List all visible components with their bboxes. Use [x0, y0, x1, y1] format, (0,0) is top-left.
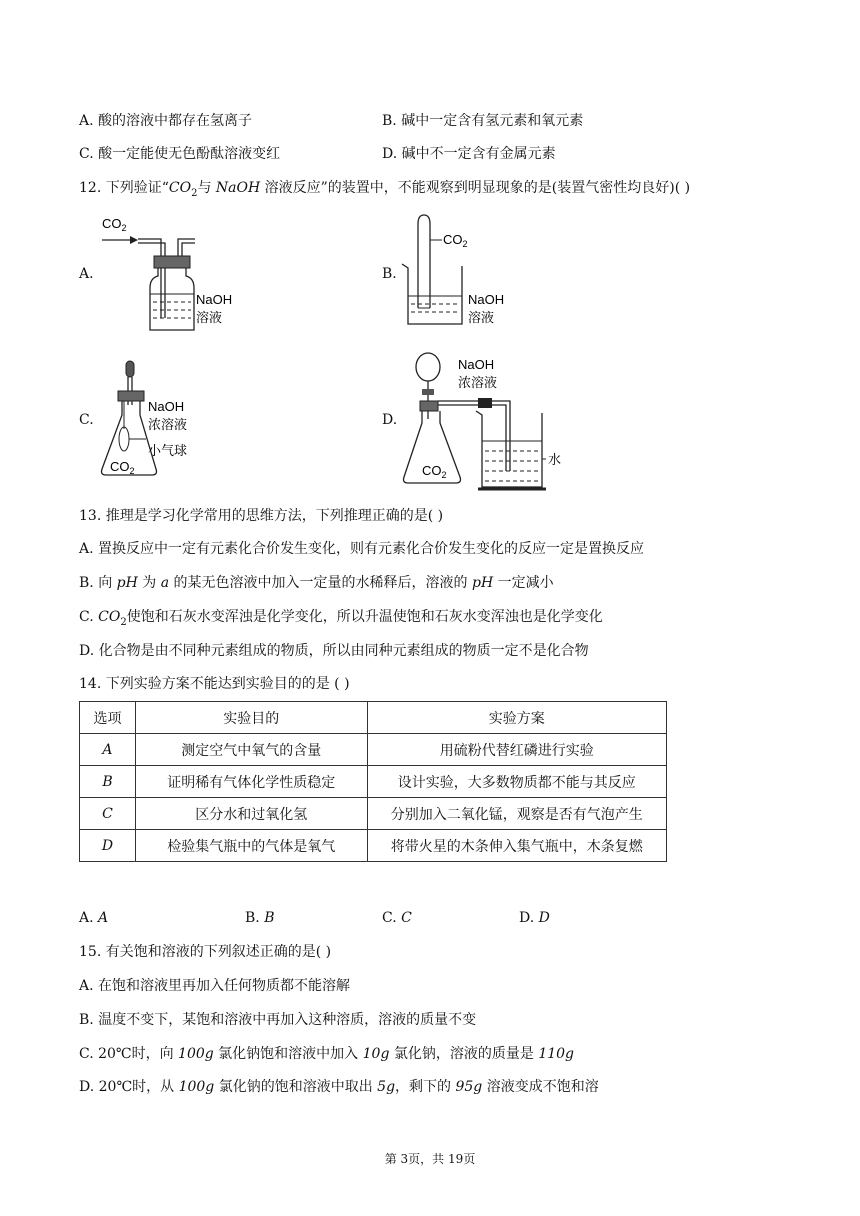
q13-c-text-1: C. — [79, 609, 99, 625]
q15-d-text-4: 溶液变成不饱和溶 — [482, 1079, 599, 1095]
fig-d-label: D. — [382, 412, 398, 428]
fig-c-gas-text: $CO_2$ — [110, 459, 135, 476]
q13-b-ph: pH — [116, 575, 138, 591]
q15-option-d — [79, 1077, 599, 1097]
q13-b-ph-2: pH — [471, 575, 494, 591]
fig-b-liquid-label-2: 溶液 — [468, 310, 495, 325]
q11-option-d: D. 碱中不一定含有金属元素 — [382, 146, 556, 162]
q13-c-co2-sub: 2 — [120, 616, 127, 628]
q13-option-d: D. 化合物是由不同种元素组成的物质，所以由同种元素组成的物质一定不是化合物 — [79, 643, 589, 659]
q12-stem-naoh: NaOH — [215, 180, 261, 196]
fig-d-funnel-flask-beaker-diagram — [398, 349, 562, 493]
q14-choice-a-value: A — [98, 910, 109, 926]
fig-a-gas-text: $CO_2$ — [102, 216, 127, 233]
q11-option-a: A. 酸的溶液中都存在氢离子 — [79, 113, 253, 129]
q14-choice-d-value: D — [538, 910, 550, 926]
table-cell: B — [80, 766, 136, 798]
table-header-cell: 实验方案 — [367, 702, 667, 734]
table-cell: 证明稀有气体化学性质稳定 — [135, 766, 367, 798]
page-footer: 第 3页，共 19页 — [384, 1152, 476, 1166]
q15-c-text-2: 氯化钠饱和溶液中加入 — [213, 1046, 363, 1062]
table-cell: 分别加入二氧化锰，观察是否有气泡产生 — [367, 798, 667, 830]
q13-b-text-3: 的某无色溶液中加入一定量的水稀释后，溶液的 — [169, 575, 472, 591]
fig-c-liquid-label: NaOH — [148, 399, 185, 414]
q14-options-table — [79, 701, 667, 862]
table-row — [80, 734, 667, 766]
table-header-cell: 实验目的 — [135, 702, 367, 734]
q15-c-text-3: 氯化钠，溶液的质量是 — [389, 1046, 539, 1062]
fig-d-water-label: 水 — [548, 452, 562, 467]
table-row — [80, 798, 667, 830]
q14-choice-a-prefix: A. — [79, 910, 99, 926]
q14-choice-b-prefix: B. — [245, 910, 265, 926]
fig-a-gas-bottle-diagram — [98, 208, 238, 333]
table-cell: 区分水和过氧化氢 — [135, 798, 367, 830]
fig-a-liquid-label-2: 溶液 — [196, 310, 223, 325]
q13-option-b — [79, 573, 554, 593]
table-cell: 用硫粉代替红磷进行实验 — [367, 734, 667, 766]
table-cell: C — [80, 798, 136, 830]
table-header-cell: 选项 — [80, 702, 136, 734]
fig-d-liquid-label-2: 浓溶液 — [458, 375, 498, 390]
q12-stem-mid: 与 — [197, 180, 216, 196]
q13-option-c — [79, 607, 603, 633]
table-row — [80, 830, 667, 862]
fig-b-inverted-tube-diagram — [398, 212, 528, 332]
q15-stem: 15. 有关饱和溶液的下列叙述正确的是( ) — [79, 944, 332, 960]
q14-choice-b-value: B — [264, 910, 275, 926]
q14-choice-c — [382, 908, 412, 928]
q15-d-text-1: D. 20℃时，从 — [79, 1079, 179, 1095]
fig-d-gas-text: $CO_2$ — [422, 463, 447, 480]
fig-b-label: B. — [382, 266, 397, 282]
q15-c-mass-1: 100g — [178, 1046, 214, 1062]
table-cell: 设计实验，大多数物质都不能与其反应 — [367, 766, 667, 798]
q13-stem: 13. 推理是学习化学常用的思维方法，下列推理正确的是( ) — [79, 508, 444, 524]
q15-c-mass-3: 110g — [538, 1046, 575, 1062]
table-header-row — [80, 702, 667, 734]
q12-stem — [79, 178, 690, 204]
q15-d-text-2: 氯化钠的饱和溶液中取出 — [214, 1079, 378, 1095]
fig-d-liquid-label: NaOH — [458, 357, 495, 372]
q13-b-text-4: 一定减小 — [493, 575, 554, 591]
q14-choice-d — [519, 908, 550, 928]
q14-choice-a — [79, 908, 108, 928]
q13-option-a: A. 置换反应中一定有元素化合价发生变化，则有元素化合价发生变化的反应一定是置换反应 — [79, 541, 645, 557]
q15-d-mass-2: 5g — [377, 1079, 396, 1095]
fig-a-label: A. — [79, 266, 94, 282]
q15-d-mass-1: 100g — [178, 1079, 215, 1095]
q12-stem-co2: CO — [168, 180, 192, 196]
q12-stem-prefix: 12. 下列验证“ — [79, 180, 169, 196]
q12-stem-co2-sub: 2 — [191, 187, 198, 199]
q15-option-b: B. 温度不变下，某饱和溶液中再加入这种溶质，溶液的质量不变 — [79, 1012, 477, 1028]
q11-option-b: B. 碱中一定含有氢元素和氧元素 — [382, 113, 584, 129]
q15-d-text-3: ，剩下的 — [395, 1079, 456, 1095]
fig-a-liquid-label: NaOH — [196, 292, 233, 307]
fig-b-gas-text: $CO_2$ — [443, 232, 468, 249]
table-row — [80, 766, 667, 798]
fig-c-balloon-label: 小气球 — [148, 443, 188, 458]
q15-c-text-1: C. 20℃时，向 — [79, 1046, 179, 1062]
q14-stem: 14. 下列实验方案不能达到实验目的的是 ( ) — [79, 676, 350, 692]
table-cell: D — [80, 830, 136, 862]
fig-c-balloon-flask-diagram — [96, 357, 226, 485]
table-cell: 测定空气中氧气的含量 — [135, 734, 367, 766]
q13-c-co2: CO — [98, 609, 121, 625]
q13-b-a: a — [160, 575, 170, 591]
q14-choice-d-prefix: D. — [519, 910, 539, 926]
q12-stem-suffix: 溶液反应”的装置中，不能观察到明显现象的是(装置气密性均良好)( ) — [260, 180, 691, 196]
q15-c-mass-2: 10g — [362, 1046, 390, 1062]
q15-option-c — [79, 1044, 574, 1064]
q14-choice-c-prefix: C. — [382, 910, 402, 926]
q13-c-text-2: 使饱和石灰水变浑浊是化学变化，所以升温使饱和石灰水变浑浊也是化学变化 — [126, 609, 603, 625]
q15-option-a: A. 在饱和溶液里再加入任何物质都不能溶解 — [79, 978, 351, 994]
q13-b-text-2: 为 — [137, 575, 161, 591]
q11-option-c: C. 酸一定能使无色酚酞溶液变红 — [79, 146, 281, 162]
table-cell: A — [80, 734, 136, 766]
fig-c-label: C. — [79, 412, 94, 428]
q15-d-mass-3: 95g — [455, 1079, 483, 1095]
q13-b-text-1: B. 向 — [79, 575, 117, 591]
table-cell: 检验集气瓶中的气体是氧气 — [135, 830, 367, 862]
q14-choice-b — [245, 908, 275, 928]
fig-b-liquid-label: NaOH — [468, 292, 505, 307]
fig-c-liquid-label-2: 浓溶液 — [148, 417, 188, 432]
table-cell: 将带火星的木条伸入集气瓶中，木条复燃 — [367, 830, 667, 862]
q14-choice-c-value: C — [401, 910, 412, 926]
